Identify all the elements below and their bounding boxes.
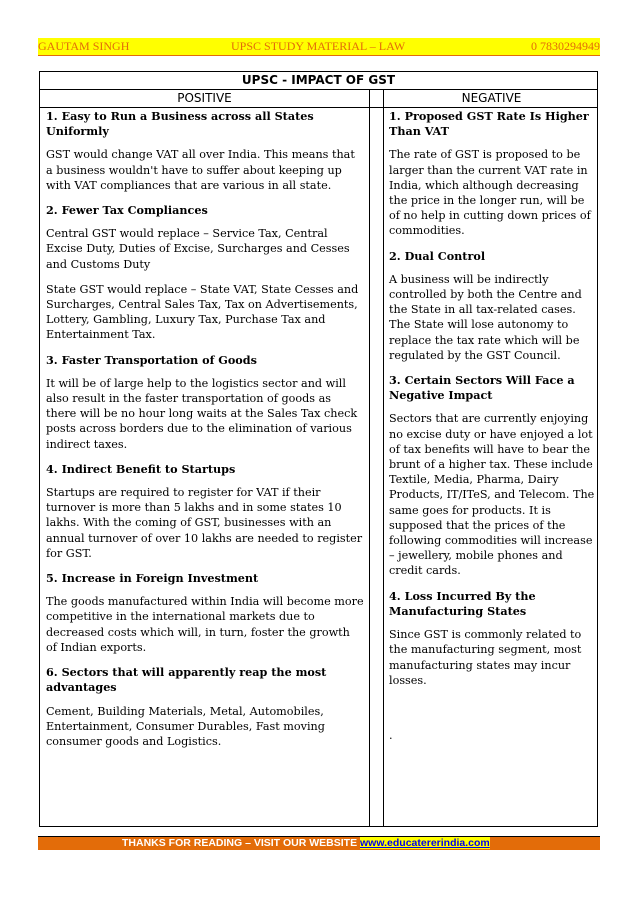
column-divider (369, 90, 370, 826)
negative-point-text: Since GST is commonly related to the manufacturing segment, most manufacturing states may incur losses. (389, 628, 582, 687)
header-phone: 0 7830294949 (531, 39, 600, 53)
negative-point-text: A business will be indirectly controlled by both the Centre and the State in all tax-related cases. The State will lose autonomy to replace the tax rate which will be regulated by the GST Council. (389, 272, 582, 362)
positive-point-text: Startups are required to register for VAT if their turnover is more than 5 lakhs and in some states 10 lakhs. With the coming of GST, businesses with an annual turnover of over 10 lakhs are needed to register for GST. (46, 486, 363, 560)
positive-point-heading: 6. Sectors that will apparently reap the most advantages (46, 665, 327, 695)
negative-point-heading: 4. Loss Incurred By the Manufacturing States (389, 588, 536, 618)
positive-point-text: Cement, Building Materials, Metal, Automobiles, Entertainment, Consumer Durables, Fast moving consumer goods and Logistics. (46, 704, 325, 748)
positive-point-heading: 1. Easy to Run a Business across all States Uniformly (46, 109, 314, 139)
positive-point-text: State GST would replace – State VAT, State Cesses and Surcharges, Central Sales Tax, Tax on Advertisements, Lottery, Gambling, Luxury Tax, Purchase Tax and Entertainment Tax. (46, 282, 359, 342)
footer-text (122, 837, 490, 850)
positive-point-text: The goods manufactured within India will become more competitive in the international markets due to decreased costs which will, in turn, foster the growth of Indian exports. (46, 595, 364, 654)
positive-column-header: POSITIVE (177, 91, 232, 105)
column-divider (383, 90, 384, 826)
negative-point-text: Sectors that are currently enjoying no excise duty or have enjoyed a lot of tax benefits will have to bear the brunt of a higher tax. These include Textile, Media, Pharma, Dairy Products, IT/ITeS, and Telecom. The same goes for products. It is supposed that the prices of the following commodities will increase – jewellery, mobile phones and credit cards. (389, 412, 595, 578)
table-column-headers (40, 90, 597, 108)
positive-point-text: Central GST would replace – Service Tax, Central Excise Duty, Duties of Excise, Surcharges and Cesses and Customs Duty (46, 227, 350, 271)
header-subject: UPSC STUDY MATERIAL – LAW (231, 39, 406, 53)
positive-point-heading: 5. Increase in Foreign Investment (46, 571, 259, 586)
page-header (38, 38, 600, 56)
positive-point-text: GST would change VAT all over India. This means that a business wouldn't have to suffer about keeping up with VAT compliances that are various in all state. (46, 148, 355, 192)
negative-column-header: NEGATIVE (461, 91, 522, 105)
positive-column (46, 109, 364, 759)
negative-point-heading: 1. Proposed GST Rate Is Higher Than VAT (389, 109, 589, 139)
header-author: GAUTAM SINGH (38, 39, 130, 53)
negative-point-heading: 2. Dual Control (389, 248, 486, 263)
negative-column (389, 109, 595, 753)
negative-trailing-mark: . (389, 728, 393, 742)
positive-point-heading: 4. Indirect Benefit to Startups (46, 461, 236, 476)
footer-message: THANKS FOR READING – VISIT OUR WEBSITE (122, 837, 361, 849)
negative-point-text: The rate of GST is proposed to be larger than the current VAT rate in India, which although decreasing the price in the longer run, will be of no help in cutting down prices of commodities. (389, 148, 591, 238)
negative-point-heading: 3. Certain Sectors Will Face a Negative Impact (389, 373, 575, 403)
positive-point-text: It will be of large help to the logistics sector and will also result in the faster transportation of goods as there will be no hour long waits at the Sales Tax check posts across borders due to the elimination of various indirect taxes. (46, 376, 358, 451)
gst-impact-table (39, 71, 598, 827)
website-link[interactable]: www.educatererindia.com (360, 837, 490, 849)
positive-point-heading: 2. Fewer Tax Compliances (46, 203, 208, 218)
page-footer (38, 836, 600, 850)
table-title: UPSC - IMPACT OF GST (40, 72, 597, 90)
positive-point-heading: 3. Faster Transportation of Goods (46, 352, 257, 367)
